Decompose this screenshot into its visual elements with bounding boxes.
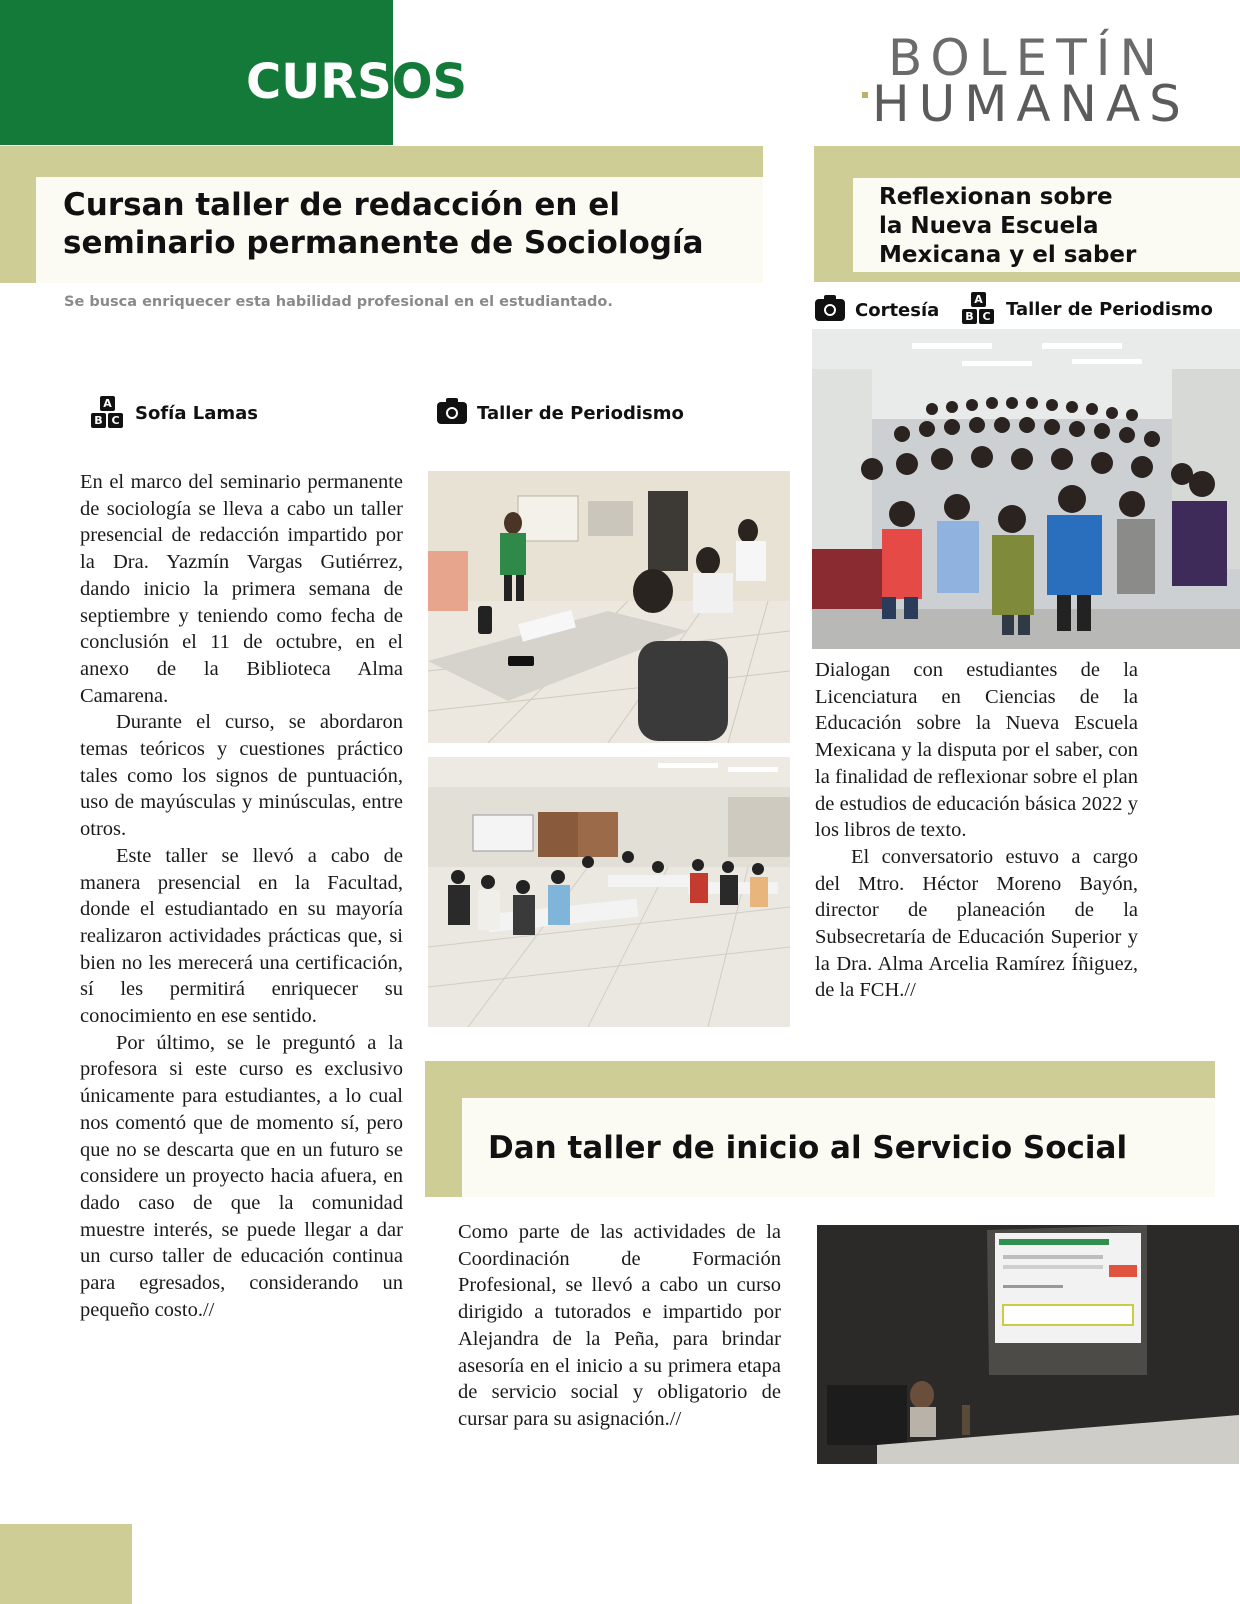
- footer-olive-block: [0, 1524, 132, 1604]
- classroom-photo-illustration: [428, 471, 790, 743]
- article1-author-credit: [91, 396, 258, 430]
- logo-mark: [862, 92, 868, 98]
- section-title-part-b: OS: [391, 54, 468, 110]
- article3-paragraph: Como parte de las actividades de la Coordinación de Formación Profesional, se llevó a cabo un curso dirigido a tutorados e impartido por Alejandra de la Peña, para brindar asesoría en el inicio a su primera etapa de servicio social y obligatorio de cursar para su asignación.//: [458, 1221, 781, 1430]
- article1-body: [80, 469, 403, 1324]
- article2-paragraph: El conversatorio estuvo a cargo del Mtro. Héctor Moreno Bayón, director de planeación de la Subsecretaría de Educación Superior y la Dra. Alma Arcelia Ramírez Íñiguez, de la FCH.//: [815, 845, 1138, 1002]
- article2-photo-group: [812, 329, 1240, 649]
- camera-icon: [815, 299, 845, 321]
- article2-body: [815, 657, 1138, 1004]
- article1-headline-line2: seminario permanente de Sociología: [63, 225, 704, 261]
- article1-photo-wide-classroom: [428, 757, 790, 1027]
- article2-headline-line1: Reflexionan sobre: [879, 184, 1113, 210]
- article2-photo-credit: [815, 299, 939, 321]
- article2-photo-credit-text: Cortesía: [855, 299, 940, 321]
- article1-headline: [63, 186, 704, 262]
- article2-paragraph: Dialogan con estudiantes de la Licenciatura en Ciencias de la Educación sobre la Nueva Escuela Mexicana y la disputa por el saber, con la finalidad de reflexionar sobre el plan de estudios de educación básica 2022 y los libros de texto.: [815, 659, 1138, 842]
- article1-photo-classroom: [428, 471, 790, 743]
- article1-paragraph: Por último, se le preguntó a la profesora si este curso es exclusivo únicamente para estudiantes, a lo cual nos comentó que de momento sí, pero que no se descarta que en un futuro se considere un proyecto hacia afuera, en dado caso de que la comunidad muestre interés, se puede llegar a dar un curso taller de educación continua para egresados, considerando un pequeño costo.//: [80, 1031, 403, 1321]
- article2-headline-line3: Mexicana y el saber: [879, 242, 1137, 268]
- article1-photo-credit-text: Taller de Periodismo: [477, 402, 684, 424]
- logo-line2: HUMANAS: [872, 75, 1190, 133]
- article1-photo-credit: [437, 402, 684, 424]
- article3-photo-presentation: [817, 1225, 1239, 1464]
- article1-paragraph: Este taller se llevó a cabo de manera presencial en la Facultad, donde el estudiantado en su mayoría realizaron actividades prácticas que, si bien no les merecerá una certificación, sí les permitirá enriquecer su conocimiento en ese sentido.: [80, 844, 403, 1028]
- author-icon: A B C: [962, 292, 996, 326]
- article1-paragraph: Durante el curso, se abordaron temas teóricos y cuestiones práctico tales como los signos de puntuación, uso de mayúsculas y minúsculas, entre otros.: [80, 711, 403, 841]
- group-photo-illustration: [812, 329, 1240, 649]
- article2-headline-line2: la Nueva Escuela: [879, 213, 1099, 239]
- article2-author: Taller de Periodismo: [1006, 298, 1213, 320]
- article2-author-credit: [962, 292, 1213, 326]
- article1-subtitle: Se busca enriquecer esta habilidad profesional en el estudiantado.: [64, 294, 613, 310]
- presentation-photo-illustration: [817, 1225, 1239, 1464]
- section-title: [246, 52, 467, 112]
- wide-classroom-photo-illustration: [428, 757, 790, 1027]
- article2-headline: [879, 183, 1136, 270]
- article3-headline: Dan taller de inicio al Servicio Social: [488, 1130, 1128, 1166]
- author-icon: A B C: [91, 396, 125, 430]
- camera-icon: [437, 402, 467, 424]
- section-title-part-a: CURS: [246, 54, 392, 110]
- article1-headline-line1: Cursan taller de redacción en el: [63, 187, 620, 223]
- article3-body: [458, 1219, 781, 1433]
- article1-paragraph: En el marco del seminario permanente de sociología se lleva a cabo un taller presencial de redacción impartido por la Dra. Yazmín Vargas Gutiérrez, dando inicio la primera semana de septiembre y teniendo como fecha de conclusión el 11 de octubre, en el anexo de la Biblioteca Alma Camarena.: [80, 471, 403, 707]
- article1-author: Sofía Lamas: [135, 402, 258, 424]
- logo-line1: BOLETÍN: [888, 29, 1166, 87]
